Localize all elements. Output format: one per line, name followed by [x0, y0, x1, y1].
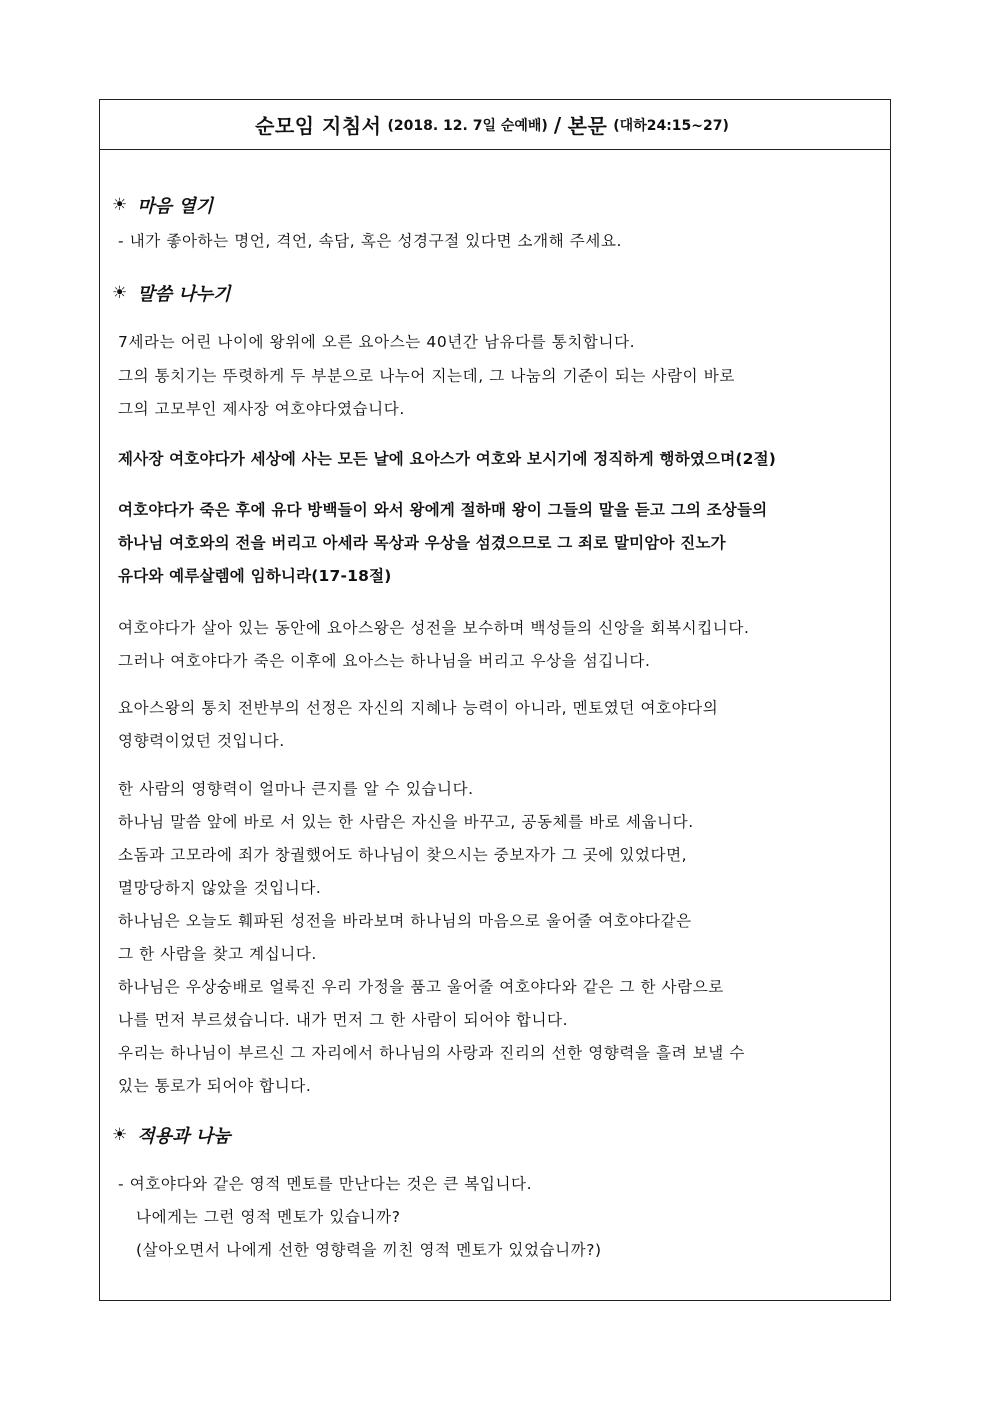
sun-icon: ☀ [112, 1125, 128, 1145]
paragraph-line: 영향력이었던 것입니다. [118, 732, 285, 750]
paragraph-line: 그러나 여호야다가 죽은 이후에 요아스는 하나님을 버리고 우상을 섬깁니다. [118, 652, 651, 670]
paragraph-line: 하나님은 우상숭배로 얼룩진 우리 가정을 품고 울어줄 여호야다와 같은 그 한 사람으로 [118, 978, 724, 996]
section-heading-text: 적용과 나눔 [137, 1126, 231, 1147]
sun-icon: ☀ [112, 195, 128, 215]
application-line: (살아오면서 나에게 선한 영향력을 끼친 영적 멘토가 있었습니까?) [136, 1241, 602, 1259]
text-label: 본문 [567, 114, 608, 138]
application-line: - 여호야다와 같은 영적 멘토를 만난다는 것은 큰 복입니다. [118, 1175, 533, 1193]
section-heading-text: 말씀 나누기 [137, 284, 231, 305]
paragraph-line: 요아스왕의 통치 전반부의 선정은 자신의 지혜나 능력이 아니라, 멘토였던 여호야다의 [118, 699, 719, 717]
paragraph-line: 하나님 말씀 앞에 바로 서 있는 한 사람은 자신을 바꾸고, 공동체를 바로 세웁니다. [118, 813, 694, 831]
word-sharing-heading [112, 280, 230, 306]
title-bar [100, 100, 890, 150]
paragraph-line: 한 사람의 영향력이 얼마나 큰지를 알 수 있습니다. [118, 780, 474, 798]
document-date: (2018. 12. 7일 순예배) [387, 117, 548, 134]
intro-line: 그의 통치기는 뚜렷하게 두 부분으로 나누어 지는데, 그 나눔의 기준이 되는 사람이 바로 [118, 367, 735, 385]
intro-line: 7세라는 어린 나이에 왕위에 오른 요아스는 40년간 남유다를 통치합니다. [118, 333, 636, 351]
paragraph-line: 우리는 하나님이 부르신 그 자리에서 하나님의 사랑과 진리의 선한 영향력을 흘려 보낼 수 [118, 1044, 745, 1062]
section-heading-text: 마음 열기 [137, 196, 214, 217]
intro-line: 그의 고모부인 제사장 여호야다였습니다. [118, 400, 405, 418]
paragraph-line: 하나님은 오늘도 훼파된 성전을 바라보며 하나님의 마음으로 울어줄 여호야다같은 [118, 912, 692, 930]
paragraph-line: 나를 먼저 부르셨습니다. 내가 먼저 그 한 사람이 되어야 합니다. [118, 1011, 569, 1029]
paragraph-line: 소돔과 고모라에 죄가 창궐했어도 하나님이 찾으시는 중보자가 그 곳에 있었다면, [118, 846, 688, 864]
document-title: 순모임 지침서 [255, 114, 382, 138]
title-separator: / [553, 112, 562, 137]
sun-icon: ☀ [112, 283, 128, 303]
document-frame [99, 99, 891, 1301]
paragraph-line: 멸망당하지 않았을 것입니다. [118, 879, 322, 897]
verse-quote-line: 여호야다가 죽은 후에 유다 방백들이 와서 왕에게 절하매 왕이 그들의 말을 듣고 그의 조상들의 [118, 501, 768, 519]
application-heading [112, 1122, 230, 1148]
paragraph-line: 여호야다가 살아 있는 동안에 요아스왕은 성전을 보수하며 백성들의 신앙을 회복시킵니다. [118, 619, 750, 637]
paragraph-line: 그 한 사람을 찾고 계십니다. [118, 945, 317, 963]
verse-quote-line: 하나님 여호와의 전을 버리고 아세라 목상과 우상을 섬겼으므로 그 죄로 말미암아 진노가 [118, 534, 726, 552]
open-heart-heading [112, 192, 213, 218]
verse-quote: 제사장 여호야다가 세상에 사는 모든 날에 요아스가 여호와 보시기에 정직하게 행하였으며(2절) [118, 450, 777, 468]
verse-quote-line: 유다와 예루살렘에 임하니라(17-18절) [118, 567, 392, 585]
paragraph-line: 있는 통로가 되어야 합니다. [118, 1077, 312, 1095]
application-line: 나에게는 그런 영적 멘토가 있습니까? [136, 1208, 401, 1226]
open-heart-line: - 내가 좋아하는 명언, 격언, 속담, 혹은 성경구절 있다면 소개해 주세요. [118, 232, 623, 250]
scripture-reference: (대하24:15~27) [613, 117, 729, 134]
